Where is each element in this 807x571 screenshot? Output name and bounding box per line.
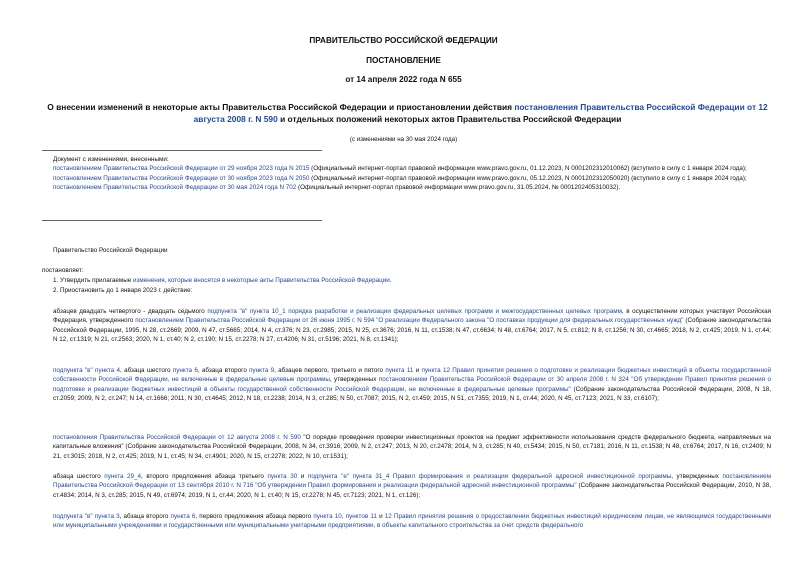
- p5-link-4[interactable]: пунктов 11: [345, 513, 377, 520]
- bottom-divider: [42, 220, 322, 221]
- p5-link-3[interactable]: пункта 10: [313, 513, 342, 520]
- p2-link-1[interactable]: подпункта "в" пункта 4: [53, 367, 121, 374]
- p4-link-2[interactable]: пункта 30: [267, 473, 298, 480]
- p5-link-5[interactable]: 12 Правил принятия решения о предоставлении бюджетных инвестиций юридическим лицам, не являющимся государственными или муниципальными учреждениями и государственными или муниципальными унитарными предприятиями, в объекты капитального строительства за счет средств федерального: [53, 513, 771, 530]
- document-title: О внесении изменений в некоторые акты Правительства Российской Федерации и приостановлении действия постановления Правительства Российской Федерации от 12 августа 2008 г. N 590 и отдельных положений некоторых актов Правительства Российской Федерации: [47, 102, 768, 125]
- change-link-702[interactable]: постановлением Правительства Российской Федерации от 30 мая 2024 года N 702: [53, 184, 297, 192]
- issuer-heading: ПРАВИТЕЛЬСТВО РОССИЙСКОЙ ФЕДЕРАЦИИ: [309, 36, 498, 45]
- p3-link-1[interactable]: постановления Правительства Российской Федерации от 12 августа 2008 г. N 590: [53, 434, 301, 441]
- p2-link-5[interactable]: пункта 12 Правил принятия решения о подготовке и реализации бюджетных инвестиций в объекты государственной собственности Российской Федерации, не включенные в федеральные целевые программы: [53, 367, 771, 384]
- change-item: постановлением Правительства Российской Федерации от 30 ноября 2023 года N 2050 (Официальный интернет-портал правовой информации www.pravo.gov.ru, 05.12.2023, N 0001202312050020) (вступило в силу с 1 января 2024 года);: [53, 174, 747, 182]
- p5-link-1[interactable]: подпункта "в" пункта 3: [53, 513, 120, 520]
- changes-list: [53, 155, 771, 193]
- change-item: постановлением Правительства Российской Федерации от 30 мая 2024 года N 702 (Официальный интернет-портал правовой информации www.pravo.gov.ru, 31.05.2024, № 0001202405310032).: [53, 184, 621, 192]
- item-1: 1. Утвердить прилагаемые изменения, которые вносятся в некоторые акты Правительства Российской Федерации.: [53, 277, 392, 284]
- edition-note: (с изменениями на 30 мая 2024 года): [349, 136, 458, 143]
- p2-link-3[interactable]: пункта 9: [249, 367, 275, 374]
- paragraph-2: подпункта "в" пункта 4, абзаца шестого пункта 6, абзаца второго пункта 9, абзацев первого, третьего и пятого пункта 11 и пункта 12 Правил принятия решения о подготовке и реализации бюджетных инвестиций в объекты государственной собственности Российской Федерации, не включенные в федеральные целевые программы, утвержденных постановлением Правительства Российской Федерации от 30 апреля 2008 г. N 324 "Об утверждении Правил принятия решения о подготовке и реализации бюджетных инвестиций в объекты государственной собственности Российской Федерации, не включенные в федеральные целевые программы" (Собрание законодательства Российской Федерации, 2008, N 18, ст.2059; 2009, N 2, ст.247; N 14, ст.1666; 2011, N 30, ст.4645; 2012, N 18, ст.2238; 2014, N 3, ст.285; N 50, ст.7087; 2015, N 2, ст.459; 2015, N 51, ст.7355; 2019, N 1, ст.44; 2020, N 45, ст.7123; 2021, N 33, ст.6107);: [53, 367, 772, 403]
- p1-link-2[interactable]: постановлением Правительства Российской Федерации от 26 июня 1995 г. N 594 "О реализации Федерального закона "О поставках продукции для федеральных государственных нужд": [135, 317, 684, 325]
- p2-link-2[interactable]: пункта 6: [172, 367, 198, 374]
- changes-link[interactable]: изменения, которые вносятся в некоторые акты Правительства Российской Федерации: [133, 277, 390, 284]
- title-link-resolution-590[interactable]: постановления Правительства Российской Федерации от 12 августа 2008 г. N 590: [193, 102, 768, 125]
- change-link-2050[interactable]: постановлением Правительства Российской Федерации от 30 ноября 2023 года N 2050: [53, 174, 310, 182]
- p1-link-1[interactable]: подпункта "в" пункта 10_1 порядка разработки и реализации федеральных целевых программ и межгосударственных целевых программ: [207, 308, 622, 315]
- document-date-number: от 14 апреля 2022 года N 655: [345, 75, 462, 84]
- top-divider: [42, 150, 322, 151]
- changes-intro: Документ с изменениями, внесенными:: [53, 156, 169, 163]
- change-link-2015[interactable]: постановлением Правительства Российской Федерации от 29 ноября 2023 года N 2015: [53, 165, 310, 173]
- paragraph-4: абзаца шестого пункта 29_4, второго предложения абзаца третьего пункта 30 и подпункта "е" пункта 31_4 Правил формирования и реализации федеральной адресной инвестиционной программы, утвержденных постановлением Правительства Российской Федерации от 13 сентября 2010 г. N 716 "Об утверждении Правил формирования и реализации федеральной адресной инвестиционной программы" (Собрание законодательства Российской Федерации, 2010, N 38, ст.4834; 2014, N 3, ст.285; 2015, N 49, ст.6974; 2019, N 1, ст.44; 2020, N 1, ст.40; N 15, ст.2278; N 45, ст.7123; 2021, N 1, ст.126);: [53, 473, 771, 499]
- resolves-line: постановляет:: [42, 267, 84, 274]
- paragraph-5: подпункта "в" пункта 3, абзаца второго пункта 6, первого предложения абзаца первого пункта 10, пунктов 11 и 12 Правил принятия решения о предоставлении бюджетных инвестиций юридическим лицам, не являющимся государственными или муниципальными учреждениями и государственными или муниципальными унитарными предприятиями, в объекты капитального строительства за счет средств федерального: [53, 513, 771, 530]
- paragraph-3: постановления Правительства Российской Федерации от 12 августа 2008 г. N 590 "О порядке проведения проверки инвестиционных проектов на предмет эффективности использования средств федерального бюджета, направляемых на капитальные вложения" (Собрание законодательства Российской Федерации, 2008, N 34, ст.3916; 2009, N 2, ст.247; 2013, N 20, ст.2478; 2014, N 3, ст.285; N 40, ст.5434; 2015, N 50, ст.7181; 2016, N 11, ст.1538; N 48, ст.6764; 2017, N 16, ст.2409; N 21, ст.3015; 2018, N 2, ст.425; 2019, N 1, ст.45; N 34, ст.4901; 2020, N 15, ст.2278; 2022, N 10, ст.1531);: [53, 434, 771, 460]
- change-item: постановлением Правительства Российской Федерации от 29 ноября 2023 года N 2015 (Официальный интернет-портал правовой информации www.pravo.gov.ru, 01.12.2023, N 0001202312010062) (вступило в силу с 1 января 2024 года);: [53, 165, 747, 173]
- p4-link-1[interactable]: пункта 29_4: [104, 473, 142, 480]
- p2-link-6[interactable]: постановлением Правительства Российской Федерации от 30 апреля 2008 г. N 324 "Об утверждении Правил принятия решения о подготовке и реализации бюджетных инвестиций в объекты государственной собственности Российской Федерации, не включенные в федеральные целевые программы": [53, 376, 772, 393]
- p5-link-2[interactable]: пункта 6: [170, 513, 196, 520]
- p4-link-3[interactable]: подпункта "е" пункта 31_4 Правил формирования и реализации федеральной адресной инвестиционной программы: [307, 473, 672, 480]
- item-2: 2. Приостановить до 1 января 2023 г. действие:: [53, 287, 193, 294]
- government-line: Правительство Российской Федерации: [53, 247, 168, 254]
- p4-link-4[interactable]: постановлением Правительства Российской Федерации от 13 сентября 2010 г. N 716 "Об утверждении Правил формирования и реализации федеральной адресной инвестиционной программы": [53, 473, 771, 490]
- p2-link-4[interactable]: пункта 11: [385, 367, 414, 374]
- document-type-heading: ПОСТАНОВЛЕНИЕ: [366, 56, 441, 65]
- paragraph-1: абзацев двадцать четвертого - двадцать седьмого подпункта "в" пункта 10_1 порядка разработки и реализации федеральных целевых программ и межгосударственных целевых программ, в осуществлении которых участвует Российская Федерация, утвержденного постановлением Правительства Российской Федерации от 26 июня 1995 г. N 594 "О реализации Федерального закона "О поставках продукции для федеральных государственных нужд" (Собрание законодательства Российской Федерации, 1995, N 28, ст.2669; 2009, N 47, ст.5665; 2014, N 4, ст.376; N 23, ст.2985; 2015, N 25, ст.3676; 2016, N 11, ст.1538; N 47, ст.6634; N 48, ст.6764; 2017, N 5, ст.812; N 8, ст.1256; N 30, ст.4665; 2018, N 2, ст.425; 2019, N 1, ст.44; N 12, ст.1319; N 21, ст.2563; 2020, N 1, ст.40; N 2, ст.190; N 15, ст.2278; N 27, ст.4206; N 31, ст.5196; 2021, N 8, ст.1341);: [53, 308, 771, 344]
